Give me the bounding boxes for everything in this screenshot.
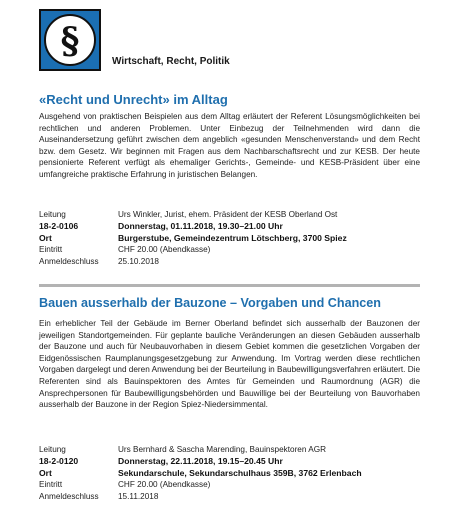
detail-row-anmeldeschluss: [39, 256, 420, 268]
course-title: Bauen ausserhalb der Bauzone – Vorgaben und Chancen: [39, 296, 381, 310]
detail-anmeldeschluss: 15.11.2018: [118, 492, 159, 502]
detail-label: Anmeldeschluss: [39, 492, 99, 502]
course-description: Ausgehend von praktischen Beispielen aus dem Alltag erläutert der Referent Lösungsmöglichkeiten bei rechtlichen und anderen Problemen. Unter Einbezug der Teilnehmenden wird dann die Auseinandersetzung geführt zwischen dem angeblich «gesunden Menschenverstand» und dem Recht bzw. dem Gesetz. Wir beginnen mit Fragen aus dem Nachbarschaftsrecht und zur KESB. Der heute pensionierte Referent verfügt als ehemaliger Gerichts-, Gemeinde- und KESB-Präsident über eine umfangreiche praktische Erfahrung in juristischen Belangen.: [39, 112, 420, 179]
course-code: 18-2-0120: [39, 455, 79, 466]
course-details: [39, 209, 420, 268]
detail-ort: Sekundarschule, Sekundarschulhaus 359B, 3762 Erlenbach: [118, 467, 362, 478]
detail-label: Leitung: [39, 445, 66, 454]
course-description: Ein erheblicher Teil der Gebäude im Berner Oberland befindet sich ausserhalb der Bauzonen der jeweiligen Standortgemeinden. Für geplante bauliche Veränderungen an diesen Gebäuden ausserhalb der Bauzone und auch für Neubauvorhaben in diesem Gebiet kommen die gesetzlichen Vorgaben der Eidgenössischen Raumplanungsgesetzgebung zur Anwendung. Im Vortrag werden diese rechtlichen Vorgaben dargelegt und deren Anwendung bei der Beurteilung in Baubewilligungsverfahren erläutert. Die Referenten sind als Bauinspektoren des Amtes für Gemeinden und Raumordnung (AGR) die Ansprechpersonen für Baubewilligungsbehörden und Bauwillige bei der Beurteilung von Bauvorhaben ausserhalb der Bauzone in der Region Spiez-Niedersimmental.: [39, 319, 420, 410]
detail-row-leitung: [39, 209, 420, 221]
detail-row-ort: [39, 468, 420, 480]
detail-row-anmeldeschluss: [39, 491, 420, 503]
detail-row-eintritt: [39, 244, 420, 256]
detail-row-leitung: [39, 444, 420, 456]
detail-row-date: [39, 456, 420, 468]
detail-date: Donnerstag, 22.11.2018, 19.15–20.45 Uhr: [118, 455, 283, 466]
detail-date: Donnerstag, 01.11.2018, 19.30–21.00 Uhr: [118, 220, 283, 231]
detail-row-eintritt: [39, 479, 420, 491]
detail-label: Anmeldeschluss: [39, 257, 99, 267]
course-details: [39, 444, 420, 503]
detail-eintritt: CHF 20.00 (Abendkasse): [118, 480, 211, 490]
detail-leitung: Urs Winkler, Jurist, ehem. Präsident der KESB Oberland Ost: [118, 210, 338, 219]
paragraph-glyph: §: [60, 20, 80, 62]
detail-label: Leitung: [39, 210, 66, 219]
detail-row-ort: [39, 233, 420, 245]
detail-leitung: Urs Bernhard & Sascha Marending, Bauinspektoren AGR: [118, 445, 326, 454]
detail-ort: Burgerstube, Gemeindezentrum Lötschberg, 3700 Spiez: [118, 232, 347, 243]
detail-label: Eintritt: [39, 480, 63, 490]
course-title: «Recht und Unrecht» im Alltag: [39, 92, 228, 107]
detail-anmeldeschluss: 25.10.2018: [118, 257, 159, 267]
paragraph-icon: [39, 9, 101, 71]
detail-label: Ort: [39, 467, 52, 478]
section-divider: [39, 284, 420, 287]
detail-label: Eintritt: [39, 245, 63, 255]
detail-label: Ort: [39, 232, 52, 243]
course-code: 18-2-0106: [39, 220, 79, 231]
detail-eintritt: CHF 20.00 (Abendkasse): [118, 245, 211, 255]
detail-row-date: [39, 221, 420, 233]
category-heading: Wirtschaft, Recht, Politik: [112, 56, 230, 67]
